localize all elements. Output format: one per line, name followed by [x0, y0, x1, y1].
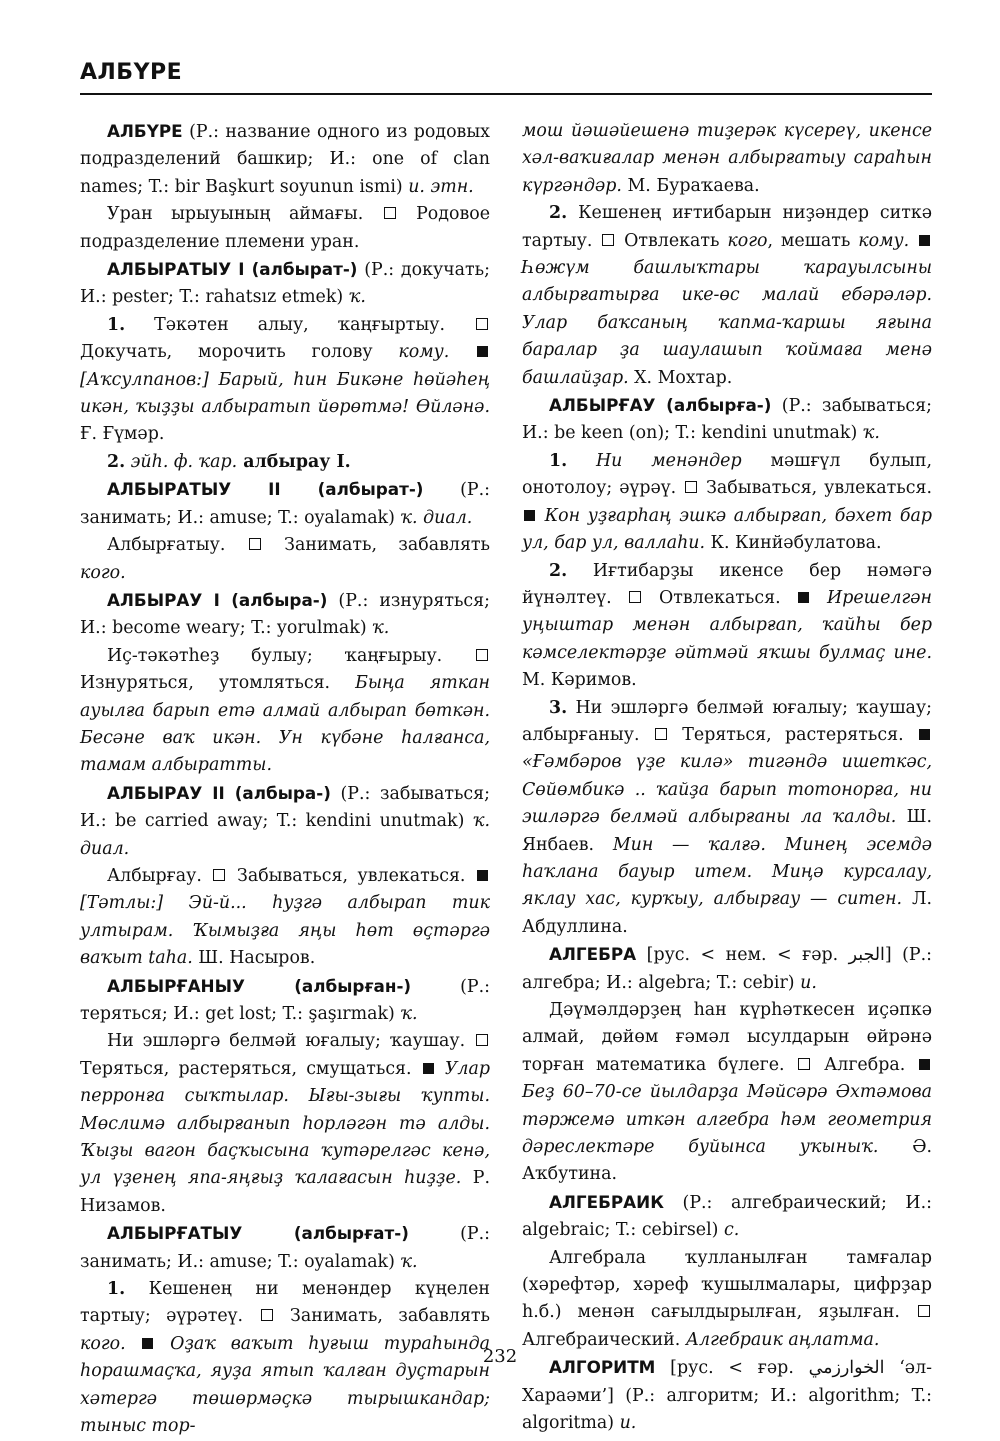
entry-algebraik: АЛГЕБРАИК (Р.: алгебраический; И.: algebraic; T.: cebirsel) с.	[522, 1191, 932, 1241]
empty-square-icon	[476, 1034, 488, 1046]
headword: АЛБЫРАУ I (албыра-)	[107, 589, 328, 610]
entry-definition: Ни эшләргә белмәй юғалыу; ҡаушау. Теряться, растеряться, смущаться. Улар перронға сыҡтылар. Ығы-зығы ҡупты. Мөслимә албырғанып һорләгән тә алды. Ҡыҙы вагон баҫҡысына ҡутәрелгәс кенә, ул үҙенең япа-яңғыҙ ҡалағасын һиҙҙе. Р. Низамов.	[80, 1031, 491, 1216]
headword: АЛБЫРАТЫУ I (албырат-)	[107, 259, 358, 280]
entry-albyratyu-1: АЛБЫРАТЫУ I (албырат-) (Р.: докучать; И.: pester; T.: rahatsız etmek) ҡ.	[80, 259, 490, 308]
entry-sense: 1. Кешенең ни менәндер күңелен тартыу; әүрәтеү. Занимать, забавлять кого. Оҙаҡ ваҡыт һуғыш тураһында һорашмаҫҡа, яуҙа ятып ҡалған дуҫтарын хәтергә төшөрмәҫкә тырышкандар; тыныс тор-	[80, 1279, 491, 1437]
entry-albyrgatyu: АЛБЫРҒАТЫУ (албырғат-) (Р.: занимать; И.: amuse; T.: oyalamak) ҡ.	[80, 1223, 490, 1272]
headword: АЛБҮРЕ	[107, 121, 183, 141]
headword: АЛГЕБРАИК	[549, 1191, 664, 1212]
entry-albyrau-1: АЛБЫРАУ I (албыра-) (Р.: изнуряться; И.: become weary; T.: yorulmak) ҡ.	[80, 589, 490, 639]
entry-sense: 2. Иғтибарҙы икенсе бер нәмәгә йүнәлтеү. Отвлекаться. Ирешелгән уңыштар менән албырғап, ҡайһы бер кәмселектәрҙе әйтмәй яҡшы булмаҫ ине. М. Кәримов.	[522, 560, 933, 691]
filled-square-icon	[423, 1063, 434, 1074]
filled-square-icon	[477, 346, 488, 357]
empty-square-icon	[476, 318, 488, 330]
entry-definition: Алгебрала ҡулланылған тамғалар (хәрефтәр, хәреф ҡушылмалары, цифрҙар h.б.) менән сағылдырылған, яҙылған. Алгебраический. Алгебраик аңлатма.	[522, 1247, 932, 1350]
page-number: 232	[482, 1346, 518, 1367]
headword: АЛБЫРАУ II (албыра-)	[107, 782, 331, 803]
entry-algoritm: АЛГОРИТМ [рус. < ғәр. الخوارزمي ‘әл-Хараәми’] (Р.: алгоритм; И.: algorithm; T.: algoritma) и.	[522, 1357, 932, 1434]
entry-definition: Албырғатыу. Занимать, забавлять кого.	[80, 535, 491, 583]
headword: АЛБЫРҒАТЫУ (албырғат-)	[107, 1223, 409, 1244]
empty-square-icon	[629, 591, 641, 603]
empty-square-icon	[384, 207, 396, 219]
filled-square-icon	[919, 729, 930, 740]
entry-albure: АЛБҮРЕ (Р.: название одного из родовых подразделений башкир; И.: one of clan names; T.: bir Başkurt soyunun ismi) и. этн.	[80, 121, 490, 197]
empty-square-icon	[602, 234, 614, 246]
empty-square-icon	[685, 481, 697, 493]
empty-square-icon	[261, 1309, 273, 1321]
empty-square-icon	[798, 1058, 810, 1070]
entry-albyrgau: АЛБЫРҒАУ (албырға-) (Р.: забываться; И.: be keen (on); T.: kendini unutmak) ҡ.	[522, 395, 932, 444]
entry-continuation: мош йәшәйешенә тиҙерәк күсереү, икенсе хәл-ваҡиғалар менән албырғатыу сараһын күргәндәр. М. Бураҡаева.	[522, 121, 932, 196]
empty-square-icon	[213, 869, 225, 881]
entry-sense: 3. Ни эшләргә белмәй юғалыу; ҡаушау; албырғаныу. Теряться, растеряться. «Ғәмбәров үҙе килә» тигәндә ишеткәс, Сөйөмбикә .. ҡайҙа барып тотонорға, ни эшләргә белмәй албырғаны ла ҡалды. Ш. Янбаев. Мин — ҡалғә. Минең эсемдә һаҡлана бауыр итем. Миңә курсалау, яклау хас, курҡыу, албырғау — ситен. Л. Абдуллина.	[522, 697, 933, 937]
left-column	[80, 118, 490, 1441]
filled-square-icon	[798, 592, 809, 603]
empty-square-icon	[655, 728, 667, 740]
entry-sense: 2. Кешенең иғтибарын ниҙәндер ситкә тартыу. Отвлекать кого, мешать кому. Һөжүм башлыҡтары ҡарауылсыны албырғатырға ике-өс малай ебәрәләр. Улар баҡсаның ҡапма-ҡаршы яғына баралар ҙа шаулашып ҡоймаға менә башлайҙар. Х. Мохтар.	[522, 203, 932, 388]
headword: АЛБЫРАТЫУ II (албырат-)	[107, 479, 424, 500]
filled-square-icon	[524, 510, 535, 521]
headword: АЛГЕБРА	[549, 944, 637, 965]
entry-albyrau-2: АЛБЫРАУ II (албыра-) (Р.: забываться; И.: be carried away; T.: kendini unutmak) ҡ. диал.	[80, 782, 490, 859]
header-rule	[80, 93, 932, 95]
entry-definition: Албырғау. Забываться, увлекаться. [Тәтлы:] Эй-й... һуҙгә албырап тик ултырам. Ҡымыҙға яңы һөт өҫтәргә ваҡыт taha. Ш. Насыров.	[80, 865, 490, 969]
right-column	[522, 118, 932, 1438]
entry-definition: Уран ырыуының аймағы. Родовое подразделение племени уран.	[80, 204, 491, 252]
arabic-etymon: الخوارزمي	[808, 1358, 885, 1379]
entry-algebra: АЛГЕБРА [рус. < нем. < ғәр. الجبر] (Р.: алгебра; И.: algebra; T.: cebir) и.	[522, 944, 932, 993]
arabic-etymon: الجبر	[848, 945, 885, 966]
filled-square-icon	[477, 870, 488, 881]
headword: АЛГОРИТМ	[549, 1357, 656, 1378]
entry-sense: 1. Ни менәндер мәшғүл булып, онотолоу; әүрәү. Забываться, увлекаться. Кон уҙғарһаң эшкә албырғап, бәхет бар ул, бар ул, валлаһи. К. Кинйәбулатова.	[522, 450, 933, 554]
empty-square-icon	[918, 1305, 930, 1317]
entry-sense: 1. Тәкәтен алыу, ҡаңғыртыу. Докучать, морочить голову кому. [Аҡсулпанов:] Барый, һин Бикәне һөйәһең икән, ҡыҙҙы албыратып йөрөтмә! Өйләнә. Ғ. Ғүмәр.	[80, 314, 490, 445]
headword: АЛБЫРҒАНЫУ (албырған-)	[107, 975, 412, 996]
entry-albyratyu-2: АЛБЫРАТЫУ II (албырат-) (Р.: занимать; И.: amuse; T.: oyalamak) ҡ. диал.	[80, 479, 490, 528]
filled-square-icon	[919, 1059, 930, 1070]
entry-definition: Иҫ-тәкәтһеҙ булыу; ҡаңғырыу. Изнуряться, утомляться. Быңа яткан ауылға барып етә алмай албырап бөткән. Бесәне ваҡ икән. Ун күбәне һалғанса, тамам албыратты.	[80, 645, 490, 776]
entry-albyrganyu: АЛБЫРҒАНЫУ (албырған-) (Р.: теряться; И.: get lost; T.: şaşırmak) ҡ.	[80, 975, 490, 1024]
entry-definition: Дәүмәлдәрҙең һан күрһәткесен иҫәпкә алмай, дөйөм ғәмәл ысулдарын өйрәнә торған математика бүлеге. Алгебра. Беҙ 60–70-се йылдарҙа Мәйсәрә Әхтәмова тәржемә иткән алгебра һәм геометрия дәреслектәре буйынса уҡыныҡ. Ә. Аҡбутина.	[522, 1000, 932, 1185]
headword: АЛБЫРҒАУ (албырға-)	[549, 395, 772, 416]
filled-square-icon	[919, 235, 930, 246]
empty-square-icon	[476, 649, 488, 661]
empty-square-icon	[249, 538, 261, 550]
entry-sense: 2. эйһ. ф. ҡар. албырау I.	[107, 451, 351, 472]
running-head: АЛБҮРЕ	[80, 60, 183, 85]
